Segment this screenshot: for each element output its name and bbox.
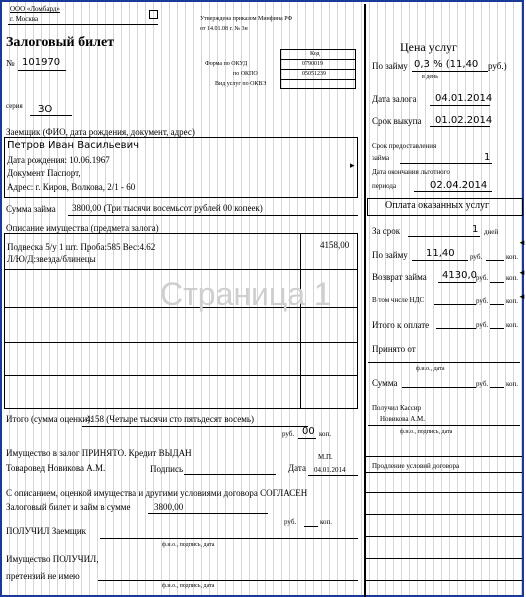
accepted-line: Имущество в залог ПРИНЯТО. Кредит ВЫДАН — [6, 448, 192, 458]
total-kop-label: коп. — [319, 430, 332, 438]
cashier-label: Получил Кассир — [372, 404, 422, 412]
no-claims-line: претензий не имею — [6, 571, 80, 581]
loan-sum-value: 3800,00 (Три тысячи восемьсот рублей 00 копеек) — [72, 203, 263, 213]
stamp-place: М.П. — [318, 453, 333, 461]
per-loan-unit: руб.) — [488, 61, 507, 71]
okud-label: Форма по ОКУД — [205, 61, 248, 67]
borrower-doc: Документ Паспорт, — [7, 168, 81, 178]
sum-kop: коп. — [506, 380, 519, 388]
per-loan2-kop: коп. — [506, 253, 519, 261]
agree-line: С описанием, оценкой имущества и другими условиями договора СОГЛАСЕН — [6, 488, 308, 498]
codes-header: Код — [310, 51, 320, 57]
per-loan2-label: По займу — [372, 250, 408, 260]
marker-icon: ▸ — [350, 160, 355, 170]
sum-rub: руб. — [476, 380, 489, 388]
org-name: ООО «Ломбард» — [10, 5, 60, 13]
per-loan2-rub: руб. — [470, 253, 483, 261]
property-label: Описание имущества (предмета залога) — [6, 223, 159, 233]
borrower-name: Петров Иван Васильевич — [7, 140, 139, 151]
date-value: 04.01.2014 — [314, 466, 346, 474]
corner-checkbox[interactable] — [149, 10, 158, 19]
refund-kop: коп. — [506, 274, 519, 282]
term-label: За срок — [372, 226, 401, 236]
org-city: г. Москва — [10, 15, 39, 23]
page-title: Залоговый билет — [6, 35, 115, 50]
scroll-marker-icon: ◄ — [518, 292, 526, 301]
column-separator — [364, 4, 366, 597]
borrower-address: Адрес: г. Киров, Волкова, 2/1 - 60 — [7, 182, 136, 192]
terms-rub: руб. — [284, 518, 297, 526]
grace-label-2: займа — [372, 154, 390, 162]
total-kop: 00 — [302, 426, 315, 437]
per-loan-value: 0,3 % (11,40 — [414, 59, 479, 70]
scroll-marker-icon: ◄ — [518, 238, 526, 247]
refund-value: 4130,0 — [442, 270, 477, 281]
total-pay-rub: руб. — [476, 321, 489, 329]
approved-line: Утверждена приказом Минфина РФ — [200, 16, 293, 22]
sum-label: Сумма — [372, 378, 398, 388]
borrower-birth: Дата рождения: 10.06.1967 — [7, 155, 110, 165]
extend-label: Продление условий договора — [372, 462, 460, 470]
paid-title: Оплата оказанных услуг — [385, 200, 490, 211]
returned-line: Имущество ПОЛУЧИЛ, — [6, 554, 99, 564]
grace-label: Срок предоставления — [372, 142, 437, 150]
total-label: Итого (сумма оценки): — [6, 414, 93, 424]
total-pay-label: Итого к оплате — [372, 320, 430, 330]
okpo-label: по ОКПО — [233, 71, 258, 77]
loan-date-label: Дата залога — [372, 94, 417, 104]
merchandiser: Товаровед Новикова А.М. — [6, 463, 106, 473]
refund-label: Возврат займа — [372, 272, 427, 282]
due-value: 01.02.2014 — [435, 115, 493, 126]
approved-date: от 14.01.08 г. № 3н — [200, 26, 248, 32]
term-value: 1 — [472, 224, 479, 235]
loan-sum-label: Сумма займа — [6, 204, 56, 214]
terms-kop: коп. — [320, 518, 333, 526]
ticket-number-label: № — [6, 58, 15, 68]
grace-end-label: Дата окончания льготного — [372, 168, 450, 176]
loan-date-value: 04.01.2014 — [435, 93, 493, 104]
due-label: Срок выкупа — [372, 116, 422, 126]
per-day: в день — [422, 74, 438, 80]
scroll-marker-icon: ◄ — [518, 268, 526, 277]
vat-label: В том числе НДС — [372, 296, 425, 304]
accepted-from-fio: ф.и.о., дата — [416, 366, 445, 372]
per-loan-label: По займу — [372, 61, 408, 71]
grace-value: 1 — [484, 152, 491, 163]
okve-label: Вид услуг по ОКВЭ — [215, 81, 267, 87]
cashier-fio: ф.и.о., подпись, дата — [400, 429, 453, 435]
refund-rub: руб. — [476, 274, 489, 282]
vat-rub: руб. — [476, 297, 489, 305]
accepted-from-label: Принято от — [372, 344, 416, 354]
cashier-name: Новикова А.М. — [380, 415, 426, 423]
total-rub: руб. — [282, 430, 295, 438]
ticket-number: 101970 — [22, 57, 61, 68]
total-value: 4158 (Четыре тысячи сто пятьдесят восемь) — [86, 414, 254, 424]
property-item: Подвеска 5/у 1 шт. Проба:585 Вес:4.62 — [7, 242, 156, 252]
total-pay-kop: коп. — [506, 321, 519, 329]
price-title: Цена услуг — [400, 40, 457, 54]
got-fio: ф.и.о., подпись, дата — [162, 542, 215, 548]
received-line: Залоговый билет и займ в сумме — [6, 502, 131, 512]
okpo-value: 05051239 — [302, 71, 326, 77]
property-item-2: Л/Ю/Д:звезда/блинецы — [7, 254, 96, 264]
term-unit: дней — [484, 228, 499, 236]
vat-kop: коп. — [506, 297, 519, 305]
date-label: Дата — [288, 463, 306, 473]
returned-fio: ф.и.о., подпись, дата — [162, 583, 215, 589]
okud-value: 0790019 — [302, 61, 323, 67]
series-value: ЗО — [38, 104, 53, 115]
property-value: 4158,00 — [320, 240, 350, 250]
series-label: серия — [6, 102, 23, 110]
per-loan2-value: 11,40 — [426, 248, 455, 259]
received-value: 3800,00 — [154, 502, 184, 512]
got-line: ПОЛУЧИЛ Заемщик — [6, 526, 87, 536]
grace-end-label-2: периода — [372, 182, 397, 190]
borrower-label: Заемщик (ФИО, дата рождения, документ, адрес) — [6, 127, 195, 137]
signature-label: Подпись — [150, 464, 184, 474]
grace-end-value: 02.04.2014 — [430, 180, 488, 191]
page-watermark: Страница 1 — [160, 276, 332, 312]
